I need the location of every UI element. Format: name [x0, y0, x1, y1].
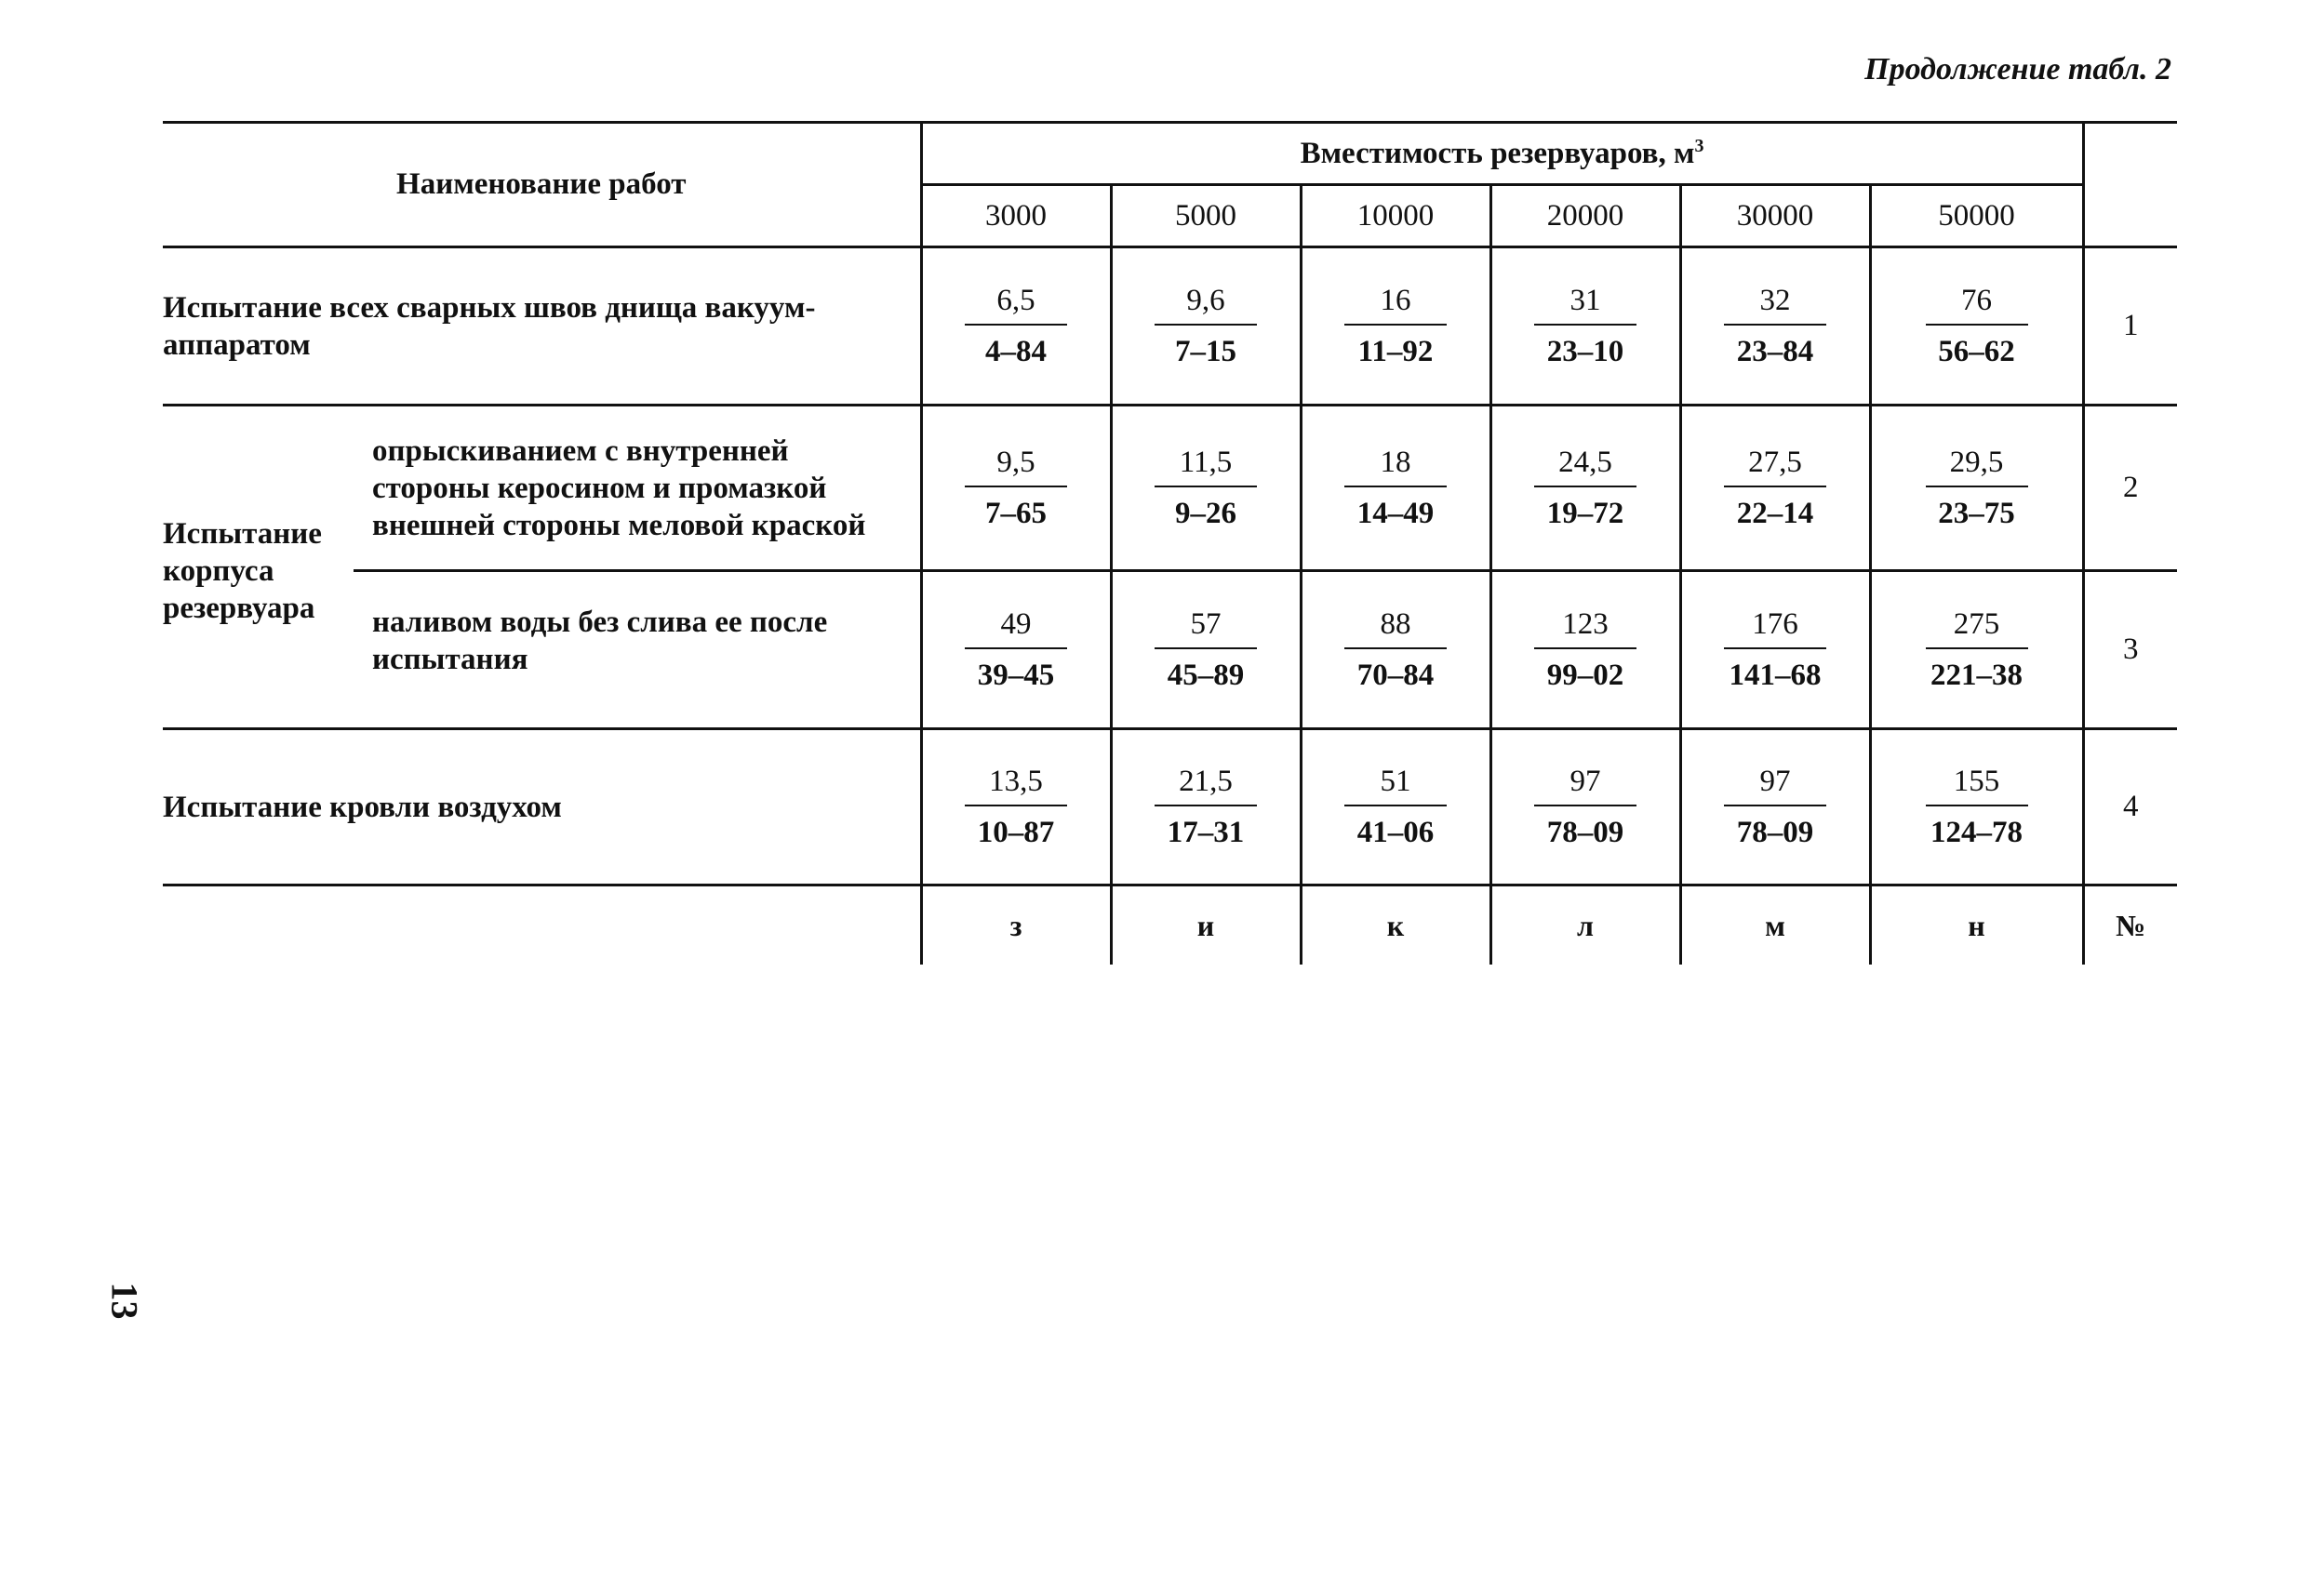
fraction — [1113, 607, 1300, 693]
fraction-bottom: 56–62 — [1938, 334, 2015, 368]
header-capacity — [921, 123, 2083, 185]
fraction-top: 32 — [1724, 284, 1826, 326]
column-header: 20000 — [1490, 185, 1680, 247]
fraction-bottom: 78–09 — [1546, 815, 1624, 849]
fraction — [1872, 765, 2082, 850]
fraction-top: 275 — [1926, 607, 2028, 649]
fraction — [923, 446, 1110, 531]
fraction — [923, 607, 1110, 693]
fraction-top: 97 — [1534, 765, 1636, 806]
fraction-bottom: 17–31 — [1167, 815, 1245, 849]
fraction-top: 6,5 — [965, 284, 1067, 326]
column-header: 3000 — [921, 185, 1111, 247]
fraction — [1302, 607, 1489, 693]
column-header: 50000 — [1870, 185, 2083, 247]
fraction-bottom: 7–15 — [1175, 334, 1236, 368]
column-letter: м — [1680, 885, 1870, 965]
column-header: 10000 — [1301, 185, 1490, 247]
table-row — [163, 247, 2177, 406]
value-cell — [921, 406, 1111, 571]
row-number: 2 — [2083, 406, 2177, 571]
column-letter: л — [1490, 885, 1680, 965]
column-header: 30000 — [1680, 185, 1870, 247]
fraction-top: 11,5 — [1155, 446, 1257, 487]
value-cell — [1301, 406, 1490, 571]
fraction-bottom: 39–45 — [977, 658, 1055, 692]
fraction-top: 155 — [1926, 765, 2028, 806]
fraction-bottom: 221–38 — [1930, 658, 2023, 692]
value-cell — [1111, 247, 1301, 406]
fraction-top: 76 — [1926, 284, 2028, 326]
fraction-bottom: 9–26 — [1175, 496, 1236, 530]
fraction-top: 9,6 — [1155, 284, 1257, 326]
fraction-bottom: 23–75 — [1938, 496, 2015, 530]
fraction-bottom: 78–09 — [1736, 815, 1814, 849]
fraction-top: 29,5 — [1926, 446, 2028, 487]
value-cell — [1301, 729, 1490, 885]
value-cell — [1870, 729, 2083, 885]
fraction — [1872, 284, 2082, 369]
value-cell — [1301, 571, 1490, 729]
value-cell — [1301, 247, 1490, 406]
fraction — [1492, 765, 1679, 850]
value-cell — [1490, 406, 1680, 571]
page-number: 13 — [103, 1282, 146, 1320]
fraction — [1302, 284, 1489, 369]
number-sign: № — [2083, 885, 2177, 965]
work-name: Испытание кровли воздухом — [163, 729, 921, 885]
fraction-bottom: 19–72 — [1546, 496, 1624, 530]
header-capacity-sup: 3 — [1694, 136, 1704, 156]
fraction-bottom: 124–78 — [1930, 815, 2023, 849]
work-group-name: Испытание корпуса резервуара — [163, 406, 354, 729]
works-table — [163, 121, 2177, 965]
header-row — [163, 123, 2177, 185]
work-name: наливом воды без слива ее после испытания — [354, 571, 921, 729]
value-cell — [1680, 406, 1870, 571]
value-cell — [1490, 247, 1680, 406]
column-letter: з — [921, 885, 1111, 965]
fraction-top: 13,5 — [965, 765, 1067, 806]
table-continuation-caption: Продолжение табл. 2 — [1864, 52, 2171, 87]
row-number: 3 — [2083, 571, 2177, 729]
fraction — [1872, 607, 2082, 693]
fraction-top: 16 — [1344, 284, 1447, 326]
fraction-bottom: 10–87 — [977, 815, 1055, 849]
work-name: Испытание всех сварных швов днища вакуум-аппаратом — [163, 247, 921, 406]
fraction-top: 51 — [1344, 765, 1447, 806]
fraction-bottom: 22–14 — [1736, 496, 1814, 530]
fraction — [1682, 765, 1869, 850]
fraction-bottom: 7–65 — [985, 496, 1047, 530]
fraction — [1682, 446, 1869, 531]
value-cell — [1680, 571, 1870, 729]
fraction — [1113, 765, 1300, 850]
value-cell — [1111, 729, 1301, 885]
row-number: 4 — [2083, 729, 2177, 885]
fraction-top: 24,5 — [1534, 446, 1636, 487]
fraction-top: 176 — [1724, 607, 1826, 649]
fraction — [923, 284, 1110, 369]
value-cell — [1870, 571, 2083, 729]
column-header: 5000 — [1111, 185, 1301, 247]
fraction-top: 57 — [1155, 607, 1257, 649]
value-cell — [1680, 729, 1870, 885]
fraction — [1302, 765, 1489, 850]
fraction-bottom: 4–84 — [985, 334, 1047, 368]
footer-empty-cell — [163, 885, 921, 965]
row-number: 1 — [2083, 247, 2177, 406]
fraction-top: 49 — [965, 607, 1067, 649]
table-row — [163, 729, 2177, 885]
value-cell — [1870, 247, 2083, 406]
fraction-top: 18 — [1344, 446, 1447, 487]
fraction — [923, 765, 1110, 850]
value-cell — [1680, 247, 1870, 406]
fraction — [1872, 446, 2082, 531]
fraction-top: 123 — [1534, 607, 1636, 649]
fraction-bottom: 70–84 — [1356, 658, 1435, 692]
fraction-top: 31 — [1534, 284, 1636, 326]
column-letter: и — [1111, 885, 1301, 965]
fraction-bottom: 45–89 — [1167, 658, 1245, 692]
header-capacity-text: Вместимость резервуаров, м — [1300, 137, 1695, 170]
fraction-bottom: 11–92 — [1357, 334, 1434, 368]
value-cell — [921, 571, 1111, 729]
fraction-bottom: 41–06 — [1356, 815, 1435, 849]
fraction — [1113, 446, 1300, 531]
fraction — [1492, 446, 1679, 531]
value-cell — [1111, 406, 1301, 571]
fraction — [1682, 607, 1869, 693]
fraction — [1492, 284, 1679, 369]
value-cell — [1870, 406, 2083, 571]
fraction-bottom: 23–84 — [1736, 334, 1814, 368]
fraction-top: 21,5 — [1155, 765, 1257, 806]
fraction — [1302, 446, 1489, 531]
fraction-bottom: 14–49 — [1356, 496, 1435, 530]
table-row — [163, 406, 2177, 571]
fraction — [1682, 284, 1869, 369]
footer-row — [163, 885, 2177, 965]
value-cell — [1490, 571, 1680, 729]
value-cell — [921, 729, 1111, 885]
fraction-bottom: 23–10 — [1546, 334, 1624, 368]
header-number-cell — [2083, 123, 2177, 247]
fraction-top: 27,5 — [1724, 446, 1826, 487]
fraction-top: 88 — [1344, 607, 1447, 649]
value-cell — [1490, 729, 1680, 885]
value-cell — [1111, 571, 1301, 729]
fraction-top: 97 — [1724, 765, 1826, 806]
fraction-bottom: 141–68 — [1729, 658, 1822, 692]
fraction — [1113, 284, 1300, 369]
column-letter: н — [1968, 908, 1985, 942]
fraction-top: 9,5 — [965, 446, 1067, 487]
header-work-name: Наименование работ — [163, 123, 921, 247]
value-cell — [921, 247, 1111, 406]
fraction — [1492, 607, 1679, 693]
table-row — [163, 571, 2177, 729]
fraction-bottom: 99–02 — [1546, 658, 1624, 692]
work-name: опрыскиванием с внутренней стороны керосином и промазкой внешней стороны меловой краской — [354, 406, 921, 571]
column-letter: к — [1301, 885, 1490, 965]
